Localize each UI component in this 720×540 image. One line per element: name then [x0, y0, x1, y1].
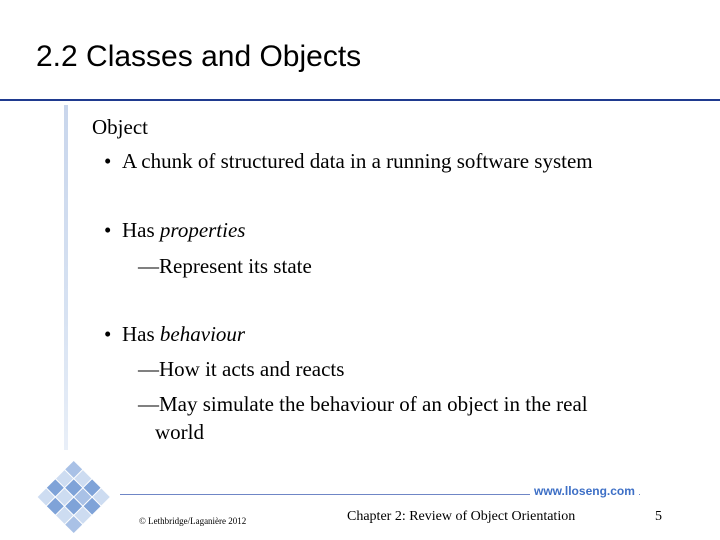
bullet-text: A chunk of structured data in a running software system	[122, 149, 593, 173]
page-number: 5	[655, 509, 662, 524]
bullet-emphasis: behaviour	[159, 322, 246, 346]
slide-title: 2.2 Classes and Objects	[36, 40, 362, 73]
bullet-item	[104, 220, 245, 241]
bullet-icon: •	[104, 322, 112, 346]
bullet-icon: •	[104, 218, 112, 242]
sub-bullet-item: —May simulate the behaviour of an object in the real	[138, 392, 588, 416]
mosaic-logo-icon	[28, 452, 118, 540]
sub-bullet-item: —How it acts and reacts	[138, 357, 345, 381]
bullet-item	[104, 151, 593, 172]
bullet-emphasis: properties	[159, 218, 246, 242]
side-divider	[64, 105, 68, 450]
bullet-icon: •	[104, 149, 112, 173]
copyright-text: © Lethbridge/Laganière 2012	[139, 516, 247, 526]
bullet-item	[104, 324, 245, 345]
sub-bullet-item: —Represent its state	[138, 254, 312, 278]
website-link[interactable]: www.lloseng.com	[530, 484, 639, 498]
bullet-text: Has	[122, 218, 160, 242]
bullet-text: Has	[122, 322, 160, 346]
sub-bullet-continuation: world	[155, 420, 204, 444]
chapter-label: Chapter 2: Review of Object Orientation	[347, 509, 576, 524]
title-divider	[0, 99, 720, 101]
section-heading: Object	[92, 115, 148, 139]
